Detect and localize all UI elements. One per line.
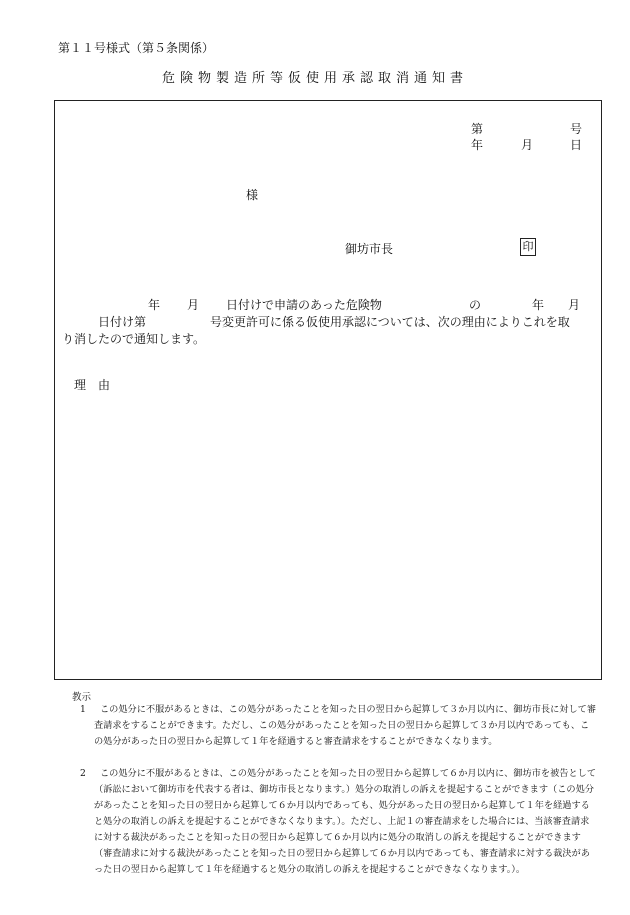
notice-item-text: この処分に不服があるときは、この処分があったことを知った日の翌日から起算して６か月以内に、御坊市を被告として（訴訟において御坊市を代表する者は、御坊市長となります。）処分の取消しの訴えを提起することができます（この処分があったことを知った日の翌日から起算して６か月以内であっても、処分があった日の翌日から起算して１年を経過すると処分の取消しの訴えを提起することができなくなります。）。ただし、上記１の審査請求をした場合には、当該審査請求に対する裁決があったことを知った日の翌日から起算して６か月以内に処分の取消しの訴えを提起することができます（審査請求に対する裁決があったことを知った日の翌日から起算して６か月以内であっても、審査請求に対する裁決があった日の翌日から起算して１年を経過すると処分の取消しの訴えを提起することができなくなります。）。 <box>94 768 597 875</box>
date-month: 月 <box>521 138 534 152</box>
form-frame <box>54 100 602 680</box>
body-year: 年 <box>148 298 161 312</box>
body-month2: 月 <box>568 298 581 312</box>
notice-item <box>80 766 598 878</box>
seal-mark: 印 <box>520 238 536 256</box>
body-month: 月 <box>187 298 200 312</box>
body-year2: 年 <box>532 298 545 312</box>
ref-number-prefix: 第 <box>471 122 484 136</box>
body-line2-b: 号変更許可に係る仮使用承認については、次の理由によりこれを取 <box>210 315 570 329</box>
page-title: 危険物製造所等仮使用承認取消通知書 <box>161 71 468 86</box>
body-line2-a: 日付け第 <box>98 315 147 329</box>
addressee-honorific: 様 <box>246 188 259 202</box>
notice-item-text: この処分に不服があるときは、この処分があったことを知った日の翌日から起算して３か月以内に、御坊市長に対して審査請求をすることができます。ただし、この処分があったことを知った日の翌日から起算して３か月以内であっても、この処分があった日の翌日から起算して１年を経過すると審査請求をすることができなくなります。 <box>94 704 597 747</box>
date-day: 日 <box>570 138 583 152</box>
date-year: 年 <box>471 138 484 152</box>
body-no: の <box>469 298 482 312</box>
reason-label: 理 由 <box>74 378 111 392</box>
ref-number-suffix: 号 <box>570 122 583 136</box>
notice-item <box>80 702 598 750</box>
notice-item-number: 2 <box>80 768 86 779</box>
form-number: 第１１号様式（第５条関係） <box>58 41 215 55</box>
body-line3: り消したので通知します。 <box>62 332 206 346</box>
body-line1-text: 日付けで申請のあった危険物 <box>226 298 382 312</box>
issuer-name: 御坊市長 <box>345 242 394 256</box>
notice-item-number: 1 <box>80 704 86 715</box>
notice-label: 教示 <box>72 692 92 703</box>
